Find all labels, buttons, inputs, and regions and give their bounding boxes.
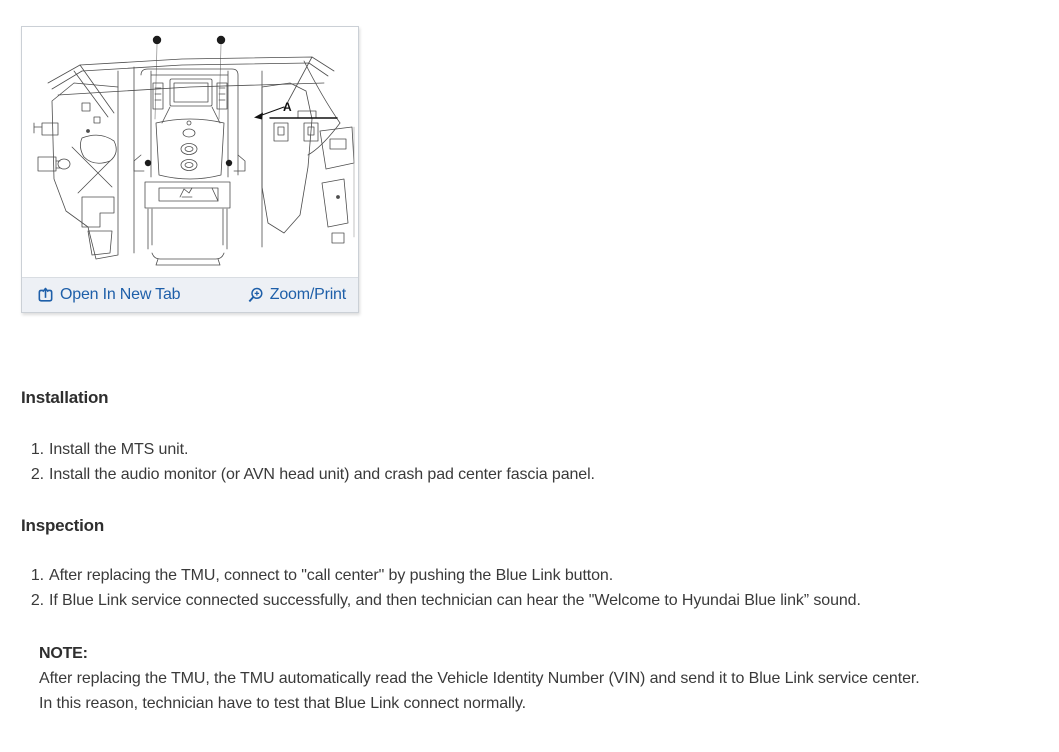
list-text: After replacing the TMU, connect to "call center" by pushing the Blue Link button. [49, 567, 614, 584]
list-item [27, 437, 1039, 462]
installation-heading: Installation [21, 388, 109, 407]
inspection-list [27, 563, 1039, 613]
list-marker: 2. [30, 592, 44, 609]
list-item [27, 462, 1039, 487]
note-line: In this reason, technician have to test that Blue Link connect normally. [39, 695, 527, 712]
list-marker: 1. [30, 441, 44, 458]
callout-a [254, 107, 337, 120]
list-text: If Blue Link service connected successfully, and then technician can hear the "Welcome to Hyundai Blue link” sound. [49, 592, 861, 609]
installation-list [27, 437, 1039, 487]
zoom-print-link[interactable] [247, 286, 346, 304]
figure-toolbar [22, 277, 358, 312]
list-marker: 1. [30, 567, 44, 584]
figure-panel [21, 26, 359, 313]
open-in-new-tab-icon [37, 287, 54, 304]
note-block [39, 641, 1039, 716]
zoom-print-label: Zoom/Print [269, 286, 346, 303]
inspection-heading: Inspection [21, 516, 105, 535]
open-in-new-tab-label: Open In New Tab [60, 286, 181, 303]
list-text: Install the audio monitor (or AVN head unit) and crash pad center fascia panel. [49, 466, 595, 483]
callout-a-label: A [283, 100, 292, 114]
mounting-screw-icons [153, 36, 225, 119]
open-in-new-tab-link[interactable] [37, 286, 180, 304]
figure-image [22, 27, 358, 277]
dashboard-assembly-diagram [22, 27, 358, 277]
zoom-icon [247, 287, 264, 304]
list-text: Install the MTS unit. [49, 441, 189, 458]
note-label: NOTE: [39, 645, 88, 662]
note-line: After replacing the TMU, the TMU automatically read the Vehicle Identity Number (VIN) and send it to Blue Link service center. [39, 670, 920, 687]
list-item [27, 563, 1039, 588]
list-marker: 2. [30, 466, 44, 483]
list-item [27, 588, 1039, 613]
